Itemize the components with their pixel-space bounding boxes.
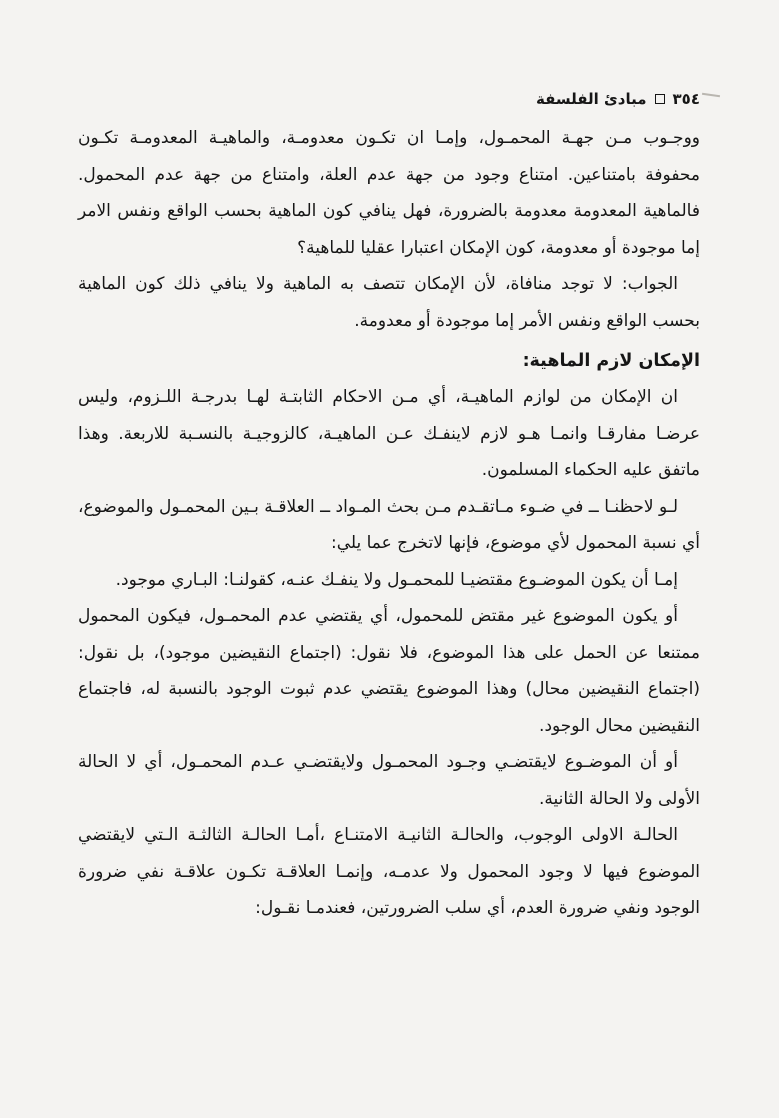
book-page xyxy=(78,86,700,927)
paragraph: إمـا أن يكون الموضـوع مقتضيـا للمحمـول ولا ينفـك عنـه، كقولنـا: البـاري موجود. xyxy=(115,569,678,590)
running-header xyxy=(78,86,700,112)
paragraph: الجواب: لا توجد منافاة، لأن الإمكان تتصف به الماهية ولا ينافي ذلك كون الماهية بحسب الواقع ونفس الأمر إما موجودة أو معدومة. xyxy=(78,274,700,331)
paragraph: أو أن الموضـوع لايقتضـي وجـود المحمـول ولايقتضـي عـدم المحمـول، أي لا الحالة الأولى ولا الحالة الثانية. xyxy=(78,752,700,809)
paragraph: أو يكون الموضوع غير مقتض للمحمول، أي يقتضي عدم المحمـول، فيكون المحمول ممتنعا عن الحمل على هذا الموضوع، فلا نقول: (اجتماع النقيضين موجود)، بل نقول: (اجتماع النقيضين محال) وهذا الموضوع يقتضي عدم ثبوت الوجود بالنسبة له، فاجتماع النقيضين محال الوجود. xyxy=(78,606,700,736)
book-title: مبادئ الفلسفة xyxy=(535,90,647,108)
paragraph: ووجـوب مـن جهـة المحمـول، وإمـا ان تكـون معدومـة، والماهيـة المعدومـة تكـون محفوفة بامتناعين. امتناع وجود من جهة عدم العلة، وامتناع من جهة عدم المحمول. فالماهية المعدومة معدومة بالضرورة، فهل ينافي كون الماهية بحسب الواقع ونفس الامر إما موجودة أو معدومة، كون الإمكان اعتبارا عقليا للماهية؟ xyxy=(78,128,700,258)
scan-mark xyxy=(702,93,720,97)
square-ornament-icon xyxy=(655,94,665,104)
paragraph: ان الإمكان من لوازم الماهيـة، أي مـن الاحكام الثابتـة لهـا بدرجـة اللـزوم، وليس عرضـا مفارقـا وانمـا هـو لازم لاينفـك عـن الماهيـة، كالزوجيـة بالنسـبة للاربعة. وهذا ماتفق عليه الحكماء المسلمون. xyxy=(78,387,700,480)
page-number: ٣٥٤ xyxy=(672,90,700,108)
section-heading: الإمكان لازم الماهية: xyxy=(522,351,700,371)
paragraph: لـو لاحظنـا ــ في ضـوء مـاتقـدم مـن بحث المـواد ــ العلاقـة بـين المحمـول والموضوع، أي نسبة المحمول لأي موضوع، فإنها لاتخرج عما يلي: xyxy=(78,496,700,553)
paragraph: الحالـة الاولى الوجوب، والحالـة الثانيـة الامتنـاع ،أمـا الحالـة الثالثـة الـتي لايقتضي الموضوع فيها لا وجود المحمول ولا عدمـه، وإنمـا العلاقـة تكـون علاقـة نفي ضرورة الوجود ونفي ضرورة العدم، أي سلب الضرورتين، فعندمـا نقـول: xyxy=(78,825,700,918)
